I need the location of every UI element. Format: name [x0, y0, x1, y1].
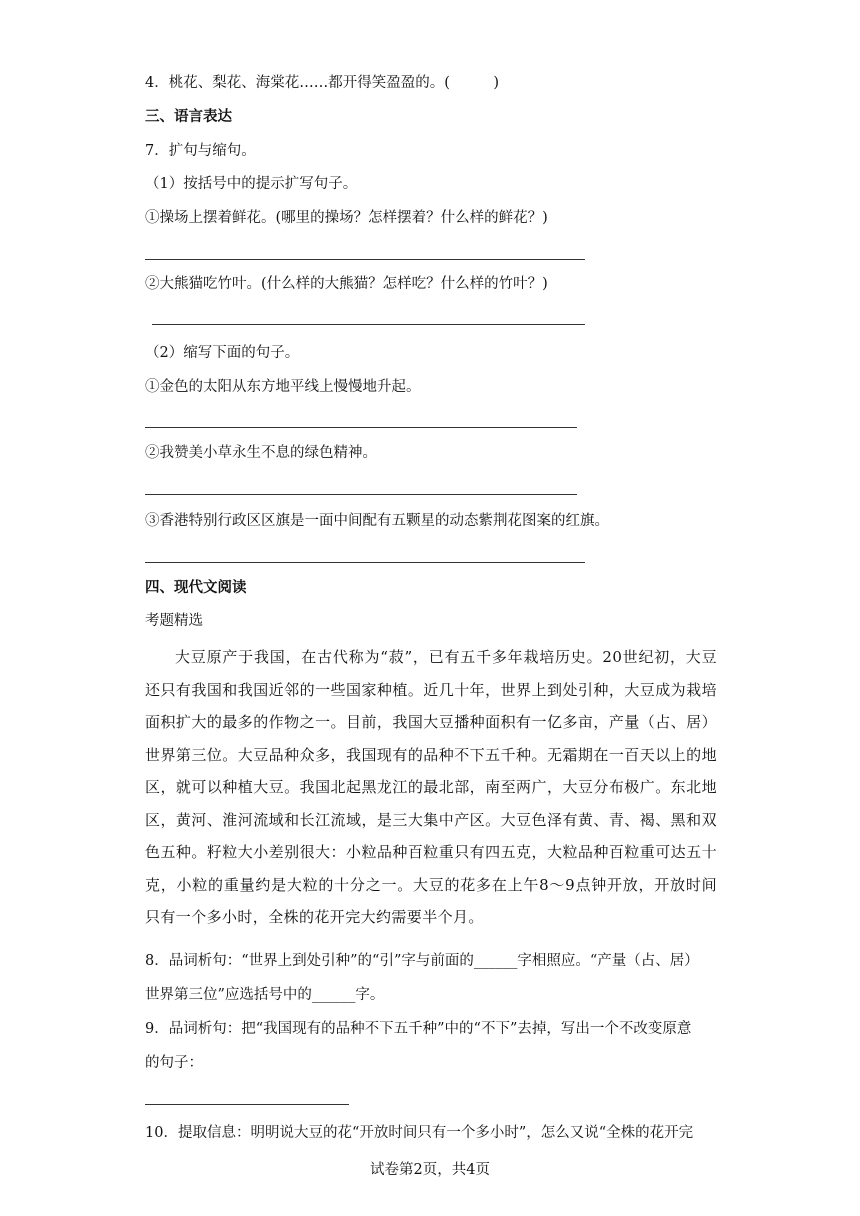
- page-footer: 试卷第2页，共4页: [370, 1162, 490, 1178]
- subheading: 考题精选: [145, 613, 203, 629]
- question-7-1-a: ①操场上摆着鲜花。(哪里的操场？怎样摆着？什么样的鲜花？): [145, 210, 548, 226]
- answer-line: [152, 324, 585, 325]
- question-7: 7．扩句与缩句。: [145, 143, 256, 159]
- answer-line: [145, 259, 585, 260]
- section-heading-3: 三、语言表达: [145, 108, 232, 125]
- question-8-line-1: 8．品词析句：“世界上到处引种”的“引”字与前面的______字相照应。“产量（占、居）: [145, 953, 699, 969]
- question-7-1-b: ②大熊猫吃竹叶。(什么样的大熊猫？怎样吃？什么样的竹叶？): [145, 276, 548, 292]
- question-7-2: （2）缩写下面的句子。: [145, 345, 300, 361]
- answer-line: [145, 427, 577, 428]
- answer-line: [145, 562, 585, 563]
- question-7-1: （1）按括号中的提示扩写句子。: [145, 176, 358, 192]
- question-8-line-2: 世界第三位”应选括号中的______字。: [145, 987, 385, 1003]
- reading-passage: 大豆原产于我国，在古代称为“菽”，已有五千多年栽培历史。20世纪初，大豆还只有我国和我国近邻的一些国家种植。近几十年，世界上到处引种，大豆成为栽培面积扩大的最多的作物之一。目前，我国大豆播种面积有一亿多亩，产量（占、居）世界第三位。大豆品种众多，我国现有的品种不下五千种。无霜期在一百天以上的地区，就可以种植大豆。我国北起黑龙江的最北部，南至两广，大豆分布极广。东北地区，黄河、淮河流域和长江流域，是三大集中产区。大豆色泽有黄、青、褐、黑和双色五种。籽粒大小差别很大：小粒品种百粒重只有四五克，大粒品种百粒重可达五十克，小粒的重量约是大粒的十分之一。大豆的花多在上午8～9点钟开放，开放时间只有一个多小时，全株的花开完大约需要半个月。: [145, 648, 717, 926]
- item-4: 4．桃花、梨花、海棠花……都开得笑盈盈的。( ): [145, 75, 500, 91]
- question-10: 10．提取信息：明明说大豆的花“开放时间只有一个多小时”，怎么又说“全株的花开完: [145, 1125, 694, 1141]
- answer-line: [145, 1104, 349, 1105]
- section-heading-4: 四、现代文阅读: [145, 579, 247, 596]
- question-7-2-c: ③香港特别行政区区旗是一面中间配有五颗星的动态紫荆花图案的红旗。: [145, 513, 609, 529]
- question-9-line-2: 的句子：: [145, 1055, 203, 1071]
- question-9-line-1: 9．品词析句：把“我国现有的品种不下五千种”中的“不下”去掉，写出一个不改变原意: [145, 1021, 692, 1037]
- answer-line: [145, 494, 577, 495]
- question-7-2-b: ②我赞美小草永生不息的绿色精神。: [145, 445, 377, 461]
- question-7-2-a: ①金色的太阳从东方地平线上慢慢地升起。: [145, 379, 421, 395]
